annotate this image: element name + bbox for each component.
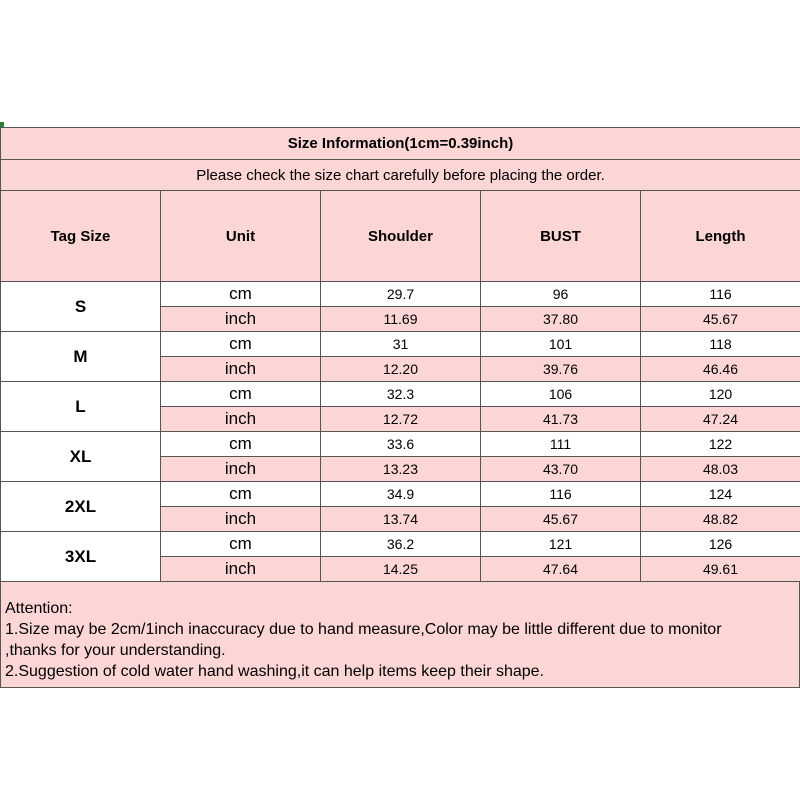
length-cell: 49.61	[641, 557, 800, 582]
unit-cell: inch	[161, 407, 321, 432]
shoulder-cell: 36.2	[321, 532, 481, 557]
attention-notes	[0, 582, 800, 688]
table-row	[1, 282, 800, 307]
bust-cell: 41.73	[481, 407, 641, 432]
column-header-tag-size: Tag Size	[1, 191, 161, 282]
shoulder-cell: 12.20	[321, 357, 481, 382]
length-cell: 124	[641, 482, 800, 507]
bust-cell: 39.76	[481, 357, 641, 382]
shoulder-cell: 29.7	[321, 282, 481, 307]
unit-cell: cm	[161, 382, 321, 407]
bust-cell: 111	[481, 432, 641, 457]
shoulder-cell: 13.74	[321, 507, 481, 532]
notes-line-2: ,thanks for your understanding.	[5, 642, 226, 659]
notes-line-1: 1.Size may be 2cm/1inch inaccuracy due to hand measure,Color may be little different due to monitor	[5, 621, 722, 638]
shoulder-cell: 33.6	[321, 432, 481, 457]
bust-cell: 101	[481, 332, 641, 357]
column-header-shoulder: Shoulder	[321, 191, 481, 282]
unit-cell: cm	[161, 282, 321, 307]
bust-cell: 43.70	[481, 457, 641, 482]
length-cell: 46.46	[641, 357, 800, 382]
shoulder-cell: 13.23	[321, 457, 481, 482]
table-row	[1, 532, 800, 557]
notes-heading: Attention:	[5, 600, 73, 617]
unit-cell: inch	[161, 507, 321, 532]
bust-cell: 106	[481, 382, 641, 407]
size-chart	[0, 127, 800, 680]
length-cell: 120	[641, 382, 800, 407]
bust-cell: 47.64	[481, 557, 641, 582]
length-cell: 126	[641, 532, 800, 557]
unit-cell: cm	[161, 332, 321, 357]
chart-subtitle: Please check the size chart carefully before placing the order.	[1, 160, 800, 191]
column-header-bust: BUST	[481, 191, 641, 282]
notes-line-3: 2.Suggestion of cold water hand washing,it can help items keep their shape.	[5, 663, 544, 680]
tag-size-cell: 3XL	[1, 532, 161, 582]
length-cell: 116	[641, 282, 800, 307]
bust-cell: 37.80	[481, 307, 641, 332]
column-header-unit: Unit	[161, 191, 321, 282]
length-cell: 47.24	[641, 407, 800, 432]
length-cell: 48.82	[641, 507, 800, 532]
tag-size-cell: M	[1, 332, 161, 382]
table-row	[1, 482, 800, 507]
unit-cell: inch	[161, 557, 321, 582]
unit-cell: cm	[161, 532, 321, 557]
chart-title: Size Information(1cm=0.39inch)	[1, 128, 800, 160]
shoulder-cell: 12.72	[321, 407, 481, 432]
bust-cell: 96	[481, 282, 641, 307]
shoulder-cell: 31	[321, 332, 481, 357]
shoulder-cell: 11.69	[321, 307, 481, 332]
tag-size-cell: S	[1, 282, 161, 332]
shoulder-cell: 14.25	[321, 557, 481, 582]
column-header-length: Length	[641, 191, 800, 282]
unit-cell: cm	[161, 482, 321, 507]
shoulder-cell: 34.9	[321, 482, 481, 507]
length-cell: 118	[641, 332, 800, 357]
bust-cell: 121	[481, 532, 641, 557]
tag-size-cell: L	[1, 382, 161, 432]
unit-cell: cm	[161, 432, 321, 457]
shoulder-cell: 32.3	[321, 382, 481, 407]
table-row	[1, 382, 800, 407]
length-cell: 48.03	[641, 457, 800, 482]
bust-cell: 116	[481, 482, 641, 507]
table-row	[1, 332, 800, 357]
bust-cell: 45.67	[481, 507, 641, 532]
table-row	[1, 432, 800, 457]
length-cell: 45.67	[641, 307, 800, 332]
size-table	[0, 127, 800, 582]
tag-size-cell: XL	[1, 432, 161, 482]
length-cell: 122	[641, 432, 800, 457]
unit-cell: inch	[161, 307, 321, 332]
unit-cell: inch	[161, 457, 321, 482]
unit-cell: inch	[161, 357, 321, 382]
tag-size-cell: 2XL	[1, 482, 161, 532]
